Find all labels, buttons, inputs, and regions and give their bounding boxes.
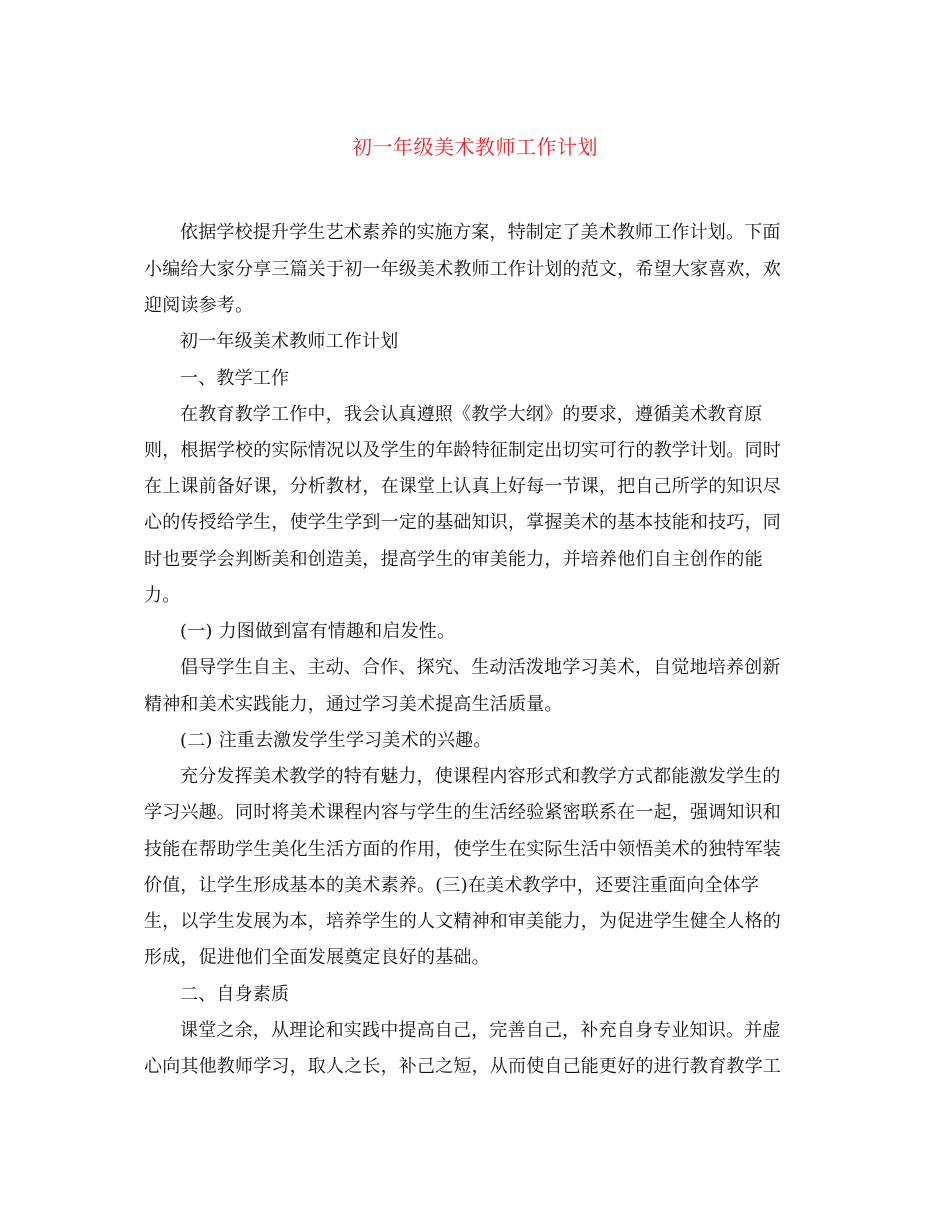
paragraph-line: 学习兴趣。同时将美术课程内容与学生的生活经验紧密联系在一起，强调知识和	[144, 802, 781, 823]
paragraph-line: 在教育教学工作中，我会认真遵照《教学大纲》的要求，遵循美术教育原	[180, 404, 763, 425]
paragraph-line: 心的传授给学生，使学生学到一定的基础知识，掌握美术的基本技能和技巧，同	[144, 512, 781, 533]
paragraph-line: 力。	[144, 585, 181, 606]
paragraph-line: 精神和美术实践能力，通过学习美术提高生活质量。	[144, 694, 563, 715]
paragraph-line: 价值，让学生形成基本的美术素养。(三)在美术教学中，还要注重面向全体学	[144, 875, 760, 896]
paragraph-line: 在上课前备好课，分析教材，在课堂上认真上好每一节课，把自己所学的知识尽	[144, 476, 781, 497]
section-heading: 一、教学工作	[180, 368, 290, 389]
paragraph-line: 课堂之余，从理论和实践中提高自己，完善自己，补充自身专业知识。并虚	[180, 1020, 781, 1041]
section-heading: 二、自身素质	[180, 984, 290, 1005]
paragraph-line: 时也要学会判断美和创造美，提高学生的审美能力，并培养他们自主创作的能	[144, 549, 763, 570]
paragraph-line: 依据学校提升学生艺术素养的实施方案，特制定了美术教师工作计划。下面	[180, 222, 781, 243]
paragraph-line: 迎阅读参考。	[144, 295, 254, 316]
paragraph-line: 心向其他教师学习，取人之长，补己之短，从而使自己能更好的进行教育教学工	[144, 1056, 781, 1077]
document-title: 初一年级美术教师工作计划	[352, 135, 598, 159]
paragraph-line: 倡导学生自主、主动、合作、探究、生动活泼地学习美术，自觉地培养创新	[180, 657, 781, 678]
subsection-heading: (一) 力图做到富有情趣和启发性。	[180, 621, 456, 642]
paragraph-line: 生，以学生发展为本，培养学生的人文精神和审美能力，为促进学生健全人格的	[144, 911, 781, 932]
paragraph-line: 技能在帮助学生美化生活方面的作用，使学生在实际生活中领悟美术的独特军装	[144, 839, 781, 860]
paragraph-line: 充分发挥美术教学的特有魅力，使课程内容形式和教学方式都能激发学生的	[180, 766, 781, 787]
subsection-heading: (二) 注重去激发学生学习美术的兴趣。	[180, 730, 492, 751]
paragraph-line: 则，根据学校的实际情况以及学生的年龄特征制定出切实可行的教学计划。同时	[144, 440, 781, 461]
paragraph-line: 形成，促进他们全面发展奠定良好的基础。	[144, 947, 490, 968]
paragraph-line: 小编给大家分享三篇关于初一年级美术教师工作计划的范文，希望大家喜欢，欢	[144, 259, 781, 280]
section-heading: 初一年级美术教师工作计划	[180, 331, 399, 352]
